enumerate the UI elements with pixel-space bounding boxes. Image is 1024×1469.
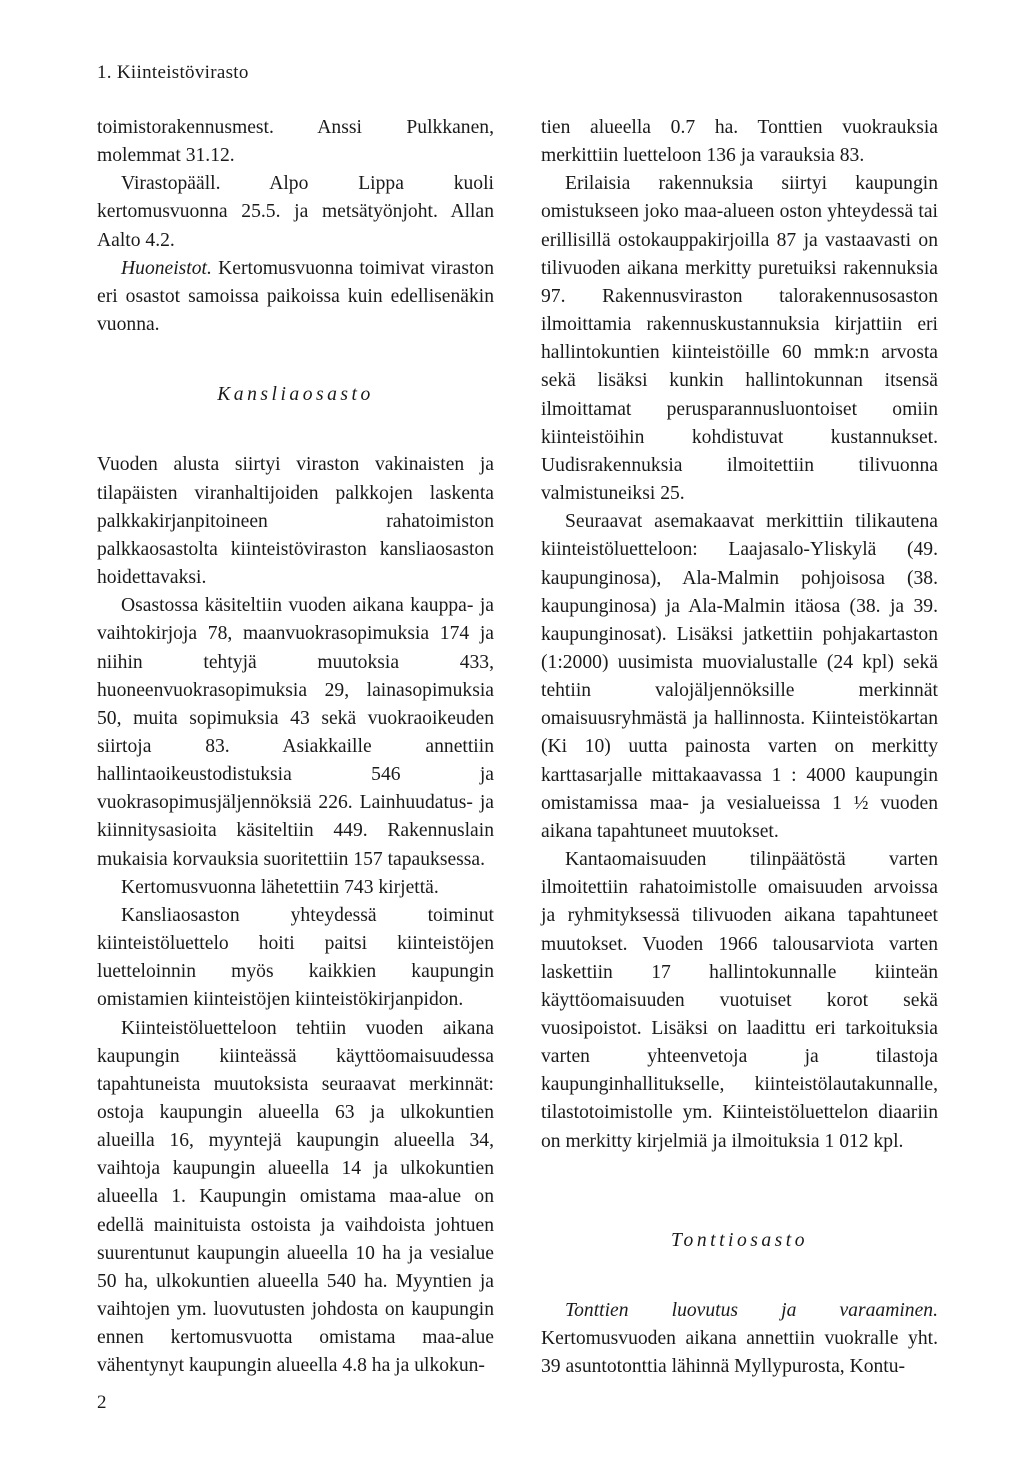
paragraph: Seuraavat asemakaavat merkittiin tilikautena kiinteistöluetteloon: Laajasalo-Yliskylä (49. kaupunginosa), Ala-Malmin pohjoisosa (38. kaupunginosa) ja Ala-Malmin itäosa (38. ja 39. kaupunginosat). Lisäksi jatkettiin pohjakartaston (1:2000) uusimista muovialustalle (24 kpl) sekä tehtiin valojäljennöksille merkinnät omaisuusryhmästä ja hallinnosta. Kiinteistökartan (Ki 10) uutta painosta varten on merkitty karttasarjalle mittakaavassa 1 : 4000 kaupungin omistamissa maa- ja vesialueissa 1 ½ vuoden aikana tapahtuneet muutokset. xyxy=(541,511,938,842)
paragraph: tien alueella 0.7 ha. Tonttien vuokrauksia merkittiin luetteloon 136 ja varauksia 83. xyxy=(541,117,938,167)
paragraph: Virastopääll. Alpo Lippa kuoli kertomusvuonna 25.5. ja metsätyönjoht. Allan Aalto 4.2. xyxy=(97,173,494,251)
running-head: 1. Kiinteistövirasto xyxy=(97,62,249,83)
paragraph-lead: Tonttien luovutus ja varaaminen. xyxy=(565,1299,938,1321)
paragraph: toimistorakennusmest. Anssi Pulkkanen, molemmat 31.12. xyxy=(97,117,494,167)
paragraph: Vuoden alusta siirtyi viraston vakinaisten ja tilapäisten viranhaltijoiden palkkojen laskenta palkkakirjanpitoineen rahatoimiston palkkaosastolta kiinteistöviraston kansliaosaston hoidettavaksi. xyxy=(97,454,494,589)
section-heading-tonttiosasto: Tonttiosasto xyxy=(670,1229,809,1251)
paragraph-text: Kertomusvuoden aikana annettiin vuokralle yht. 39 asuntotonttia lähinnä Myllypurosta, Kontu- xyxy=(541,1328,938,1378)
paragraph: Osastossa käsiteltiin vuoden aikana kauppa- ja vaihtokirjoja 78, maanvuokrasopimuksia 174 ja niihin tehtyjä muutoksia 433, huoneenvuokrasopimuksia 29, lainasopimuksia 50, muita sopimuksia 43 sekä vuokraoikeuden siirtoja 83. Asiakkaille annettiin hallintaoikeustodistuksia 546 ja vuokrasopimusjäljennöksiä 226. Lainhuudatus- ja kiinnitysasioita käsiteltiin 449. Rakennuslain mukaisia korvauksia suoritettiin 157 tapauksessa. xyxy=(97,595,494,870)
paragraph: Kansliaosaston yhteydessä toiminut kiinteistöluettelo hoiti paitsi kiinteistöjen luetteloinnin myös kaikkien kaupungin omistamien kiinteistöjen kiinteistökirjanpidon. xyxy=(97,904,494,1011)
paragraph xyxy=(541,1297,938,1381)
paragraph xyxy=(97,255,494,339)
paragraph-lead: Huoneistot. xyxy=(121,257,212,279)
paragraph: Kiinteistöluetteloon tehtiin vuoden aikana kaupungin kiinteässä käyttöomaisuudessa tapahtuneista muutoksista seuraavat merkinnät: ostoja kaupungin alueella 63 ja ulkokuntien alueilla 16, myyntejä kaupungin alueella 34, vaihtoja kaupungin alueella 14 ja ulkokuntien alueella 1. Kaupungin omistama maa-alue on edellä mainituista ostoista ja vaihdoista johtuen suurentunut kaupungin alueella 10 ha ja vesialue 50 ha, ulkokuntien alueella 540 ha. Myyntien ja vaihtojen ym. luovutusten johdosta on kaupungin ennen kertomusvuotta omistama maa-alue vähentynyt kaupungin alueella 4.8 ha ja ulkokun- xyxy=(97,1017,494,1377)
paragraph: Kertomusvuonna lähetettiin 743 kirjettä. xyxy=(121,876,439,898)
paragraph: Kantaomaisuuden tilinpäätöstä varten ilmoitettiin rahatoimistolle omaisuuden arvoissa ja ryhmityksessä tilivuoden aikana tapahtuneet muutokset. Vuoden 1966 talousarviota varten laskettiin 17 hallintokunnalle kiinteän käyttöomaisuuden vuotuiset korot sekä vuosipoistot. Lisäksi on laadittu eri tarkoituksia varten yhteenvetoja ja tilastoja kaupunginhallitukselle, kiinteistölautakunnalle, tilastotoimistolle ym. Kiinteistöluettelon diaariin on merkitty kirjelmiä ja ilmoituksia 1 012 kpl. xyxy=(541,849,938,1152)
page-number: 2 xyxy=(97,1392,107,1413)
paragraph-text: Kertomusvuonna toimivat viraston eri osastot samoissa paikoissa kuin edellisenäkin vuonna. xyxy=(97,257,494,336)
left-column xyxy=(97,114,494,1381)
section-heading-kansliaosasto: Kansliaosasto xyxy=(217,384,374,406)
paragraph: Erilaisia rakennuksia siirtyi kaupungin omistukseen joko maa-alueen oston yhteydessä tai erillisillä ostokauppakirjoilla 87 ja vastaavasti on tilivuoden aikana merkitty puretuiksi rakennuksia 97. Rakennusviraston talorakennusosaston ilmoittamia rakennuskustannuksia kirjattiin eri hallintokuntien kiinteistöille 60 mmk:n arvosta sekä lisäksi kunkin hallintokunnan itsensä ilmoittamat perusparannusluontoiset omiin kiinteistöihin kohdistuvat kustannukset. Uudisrakennuksia ilmoitettiin tilivuonna valmistuneiksi 25. xyxy=(541,173,938,505)
right-column xyxy=(541,114,938,1381)
